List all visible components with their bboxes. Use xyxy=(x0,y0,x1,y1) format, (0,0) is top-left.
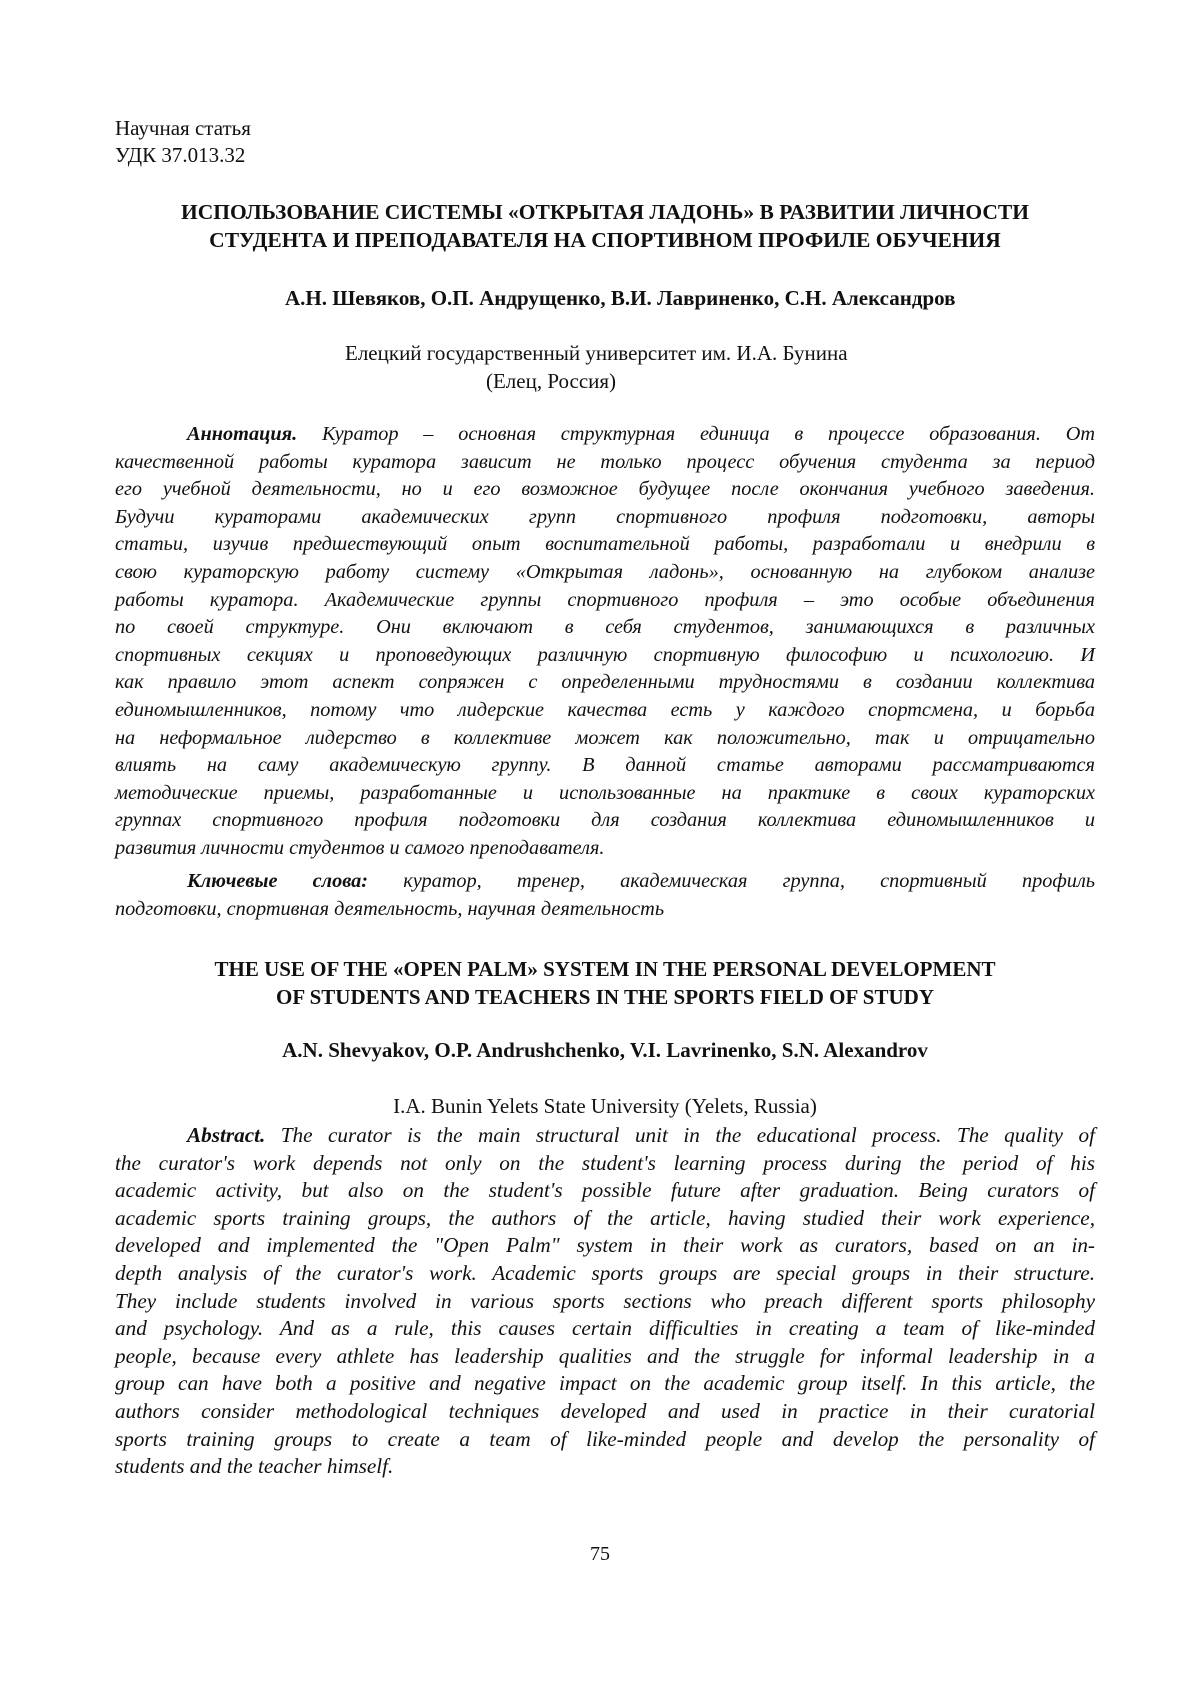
abstract-english-line: students and the teacher himself. xyxy=(115,1453,1095,1481)
abstract-english-line: group can have both a positive and negative impact on the academic group itself. In this article, the xyxy=(115,1370,1095,1398)
abstract-english-line: academic sports training groups, the authors of the article, having studied their work experience, xyxy=(115,1205,1095,1233)
abstract-russian-line: качественной работы куратора зависит не только процесс обучения студента за период xyxy=(115,449,1095,477)
page-number: 75 xyxy=(0,1543,1200,1566)
abstract-russian-line: Аннотация. Куратор – основная структурная единица в процессе образования. От xyxy=(115,421,1095,449)
keywords-russian xyxy=(115,868,1095,923)
abstract-russian-line: единомышленников, потому что лидерские качества есть у каждого спортсмена, и борьба xyxy=(115,697,1095,725)
affiliation-russian xyxy=(345,339,757,395)
abstract-russian-line: его учебной деятельности, но и его возможное будущее после окончания учебного заведения. xyxy=(115,476,1095,504)
abstract-russian-line: влиять на саму академическую группу. В данной статье авторами рассматриваются xyxy=(115,752,1095,780)
abstract-english-line: authors consider methodological techniques developed and used in practice in their curatorial xyxy=(115,1398,1095,1426)
udc-code: УДК 37.013.32 xyxy=(115,142,251,169)
abstract-russian xyxy=(115,421,1095,863)
abstract-russian-line: работы куратора. Академические группы спортивного профиля – это особые объединения xyxy=(115,587,1095,615)
title-english xyxy=(115,955,1095,1011)
abstract-english-line: academic activity, but also on the student's possible future after graduation. Being curators of xyxy=(115,1177,1095,1205)
abstract-english-line: Abstract. The curator is the main structural unit in the educational process. The quality of xyxy=(115,1122,1095,1150)
article-page xyxy=(0,0,1200,1697)
abstract-english-line: depth analysis of the curator's work. Academic sports groups are special groups in their structure. xyxy=(115,1260,1095,1288)
abstract-russian-line: по своей структуре. Они включают в себя студентов, занимающихся в различных xyxy=(115,614,1095,642)
keywords-russian-line: подготовки, спортивная деятельность, научная деятельность xyxy=(115,896,1095,924)
article-type: Научная статья xyxy=(115,115,251,142)
abstract-english-label: Abstract. xyxy=(187,1123,265,1147)
abstract-english-line: sports training groups to create a team of like-minded people and develop the personality of xyxy=(115,1426,1095,1454)
abstract-english-line: and psychology. And as a rule, this causes certain difficulties in creating a team of like-minded xyxy=(115,1315,1095,1343)
title-russian-line-2: СТУДЕНТА И ПРЕПОДАВАТЕЛЯ НА СПОРТИВНОМ ПРОФИЛЕ ОБУЧЕНИЯ xyxy=(115,226,1095,254)
abstract-english xyxy=(115,1122,1095,1481)
abstract-russian-line: как правило этот аспект сопряжен с определенными трудностями в создании коллектива xyxy=(115,669,1095,697)
abstract-russian-line: развития личности студентов и самого преподавателя. xyxy=(115,835,1095,863)
abstract-russian-line: Будучи кураторами академических групп спортивного профиля подготовки, авторы xyxy=(115,504,1095,532)
abstract-russian-label: Аннотация. xyxy=(187,423,297,445)
abstract-russian-line: методические приемы, разработанные и использованные на практике в своих кураторских xyxy=(115,780,1095,808)
keywords-russian-line: Ключевые слова: куратор, тренер, академическая группа, спортивный профиль xyxy=(115,868,1095,896)
abstract-russian-line: спортивных секциях и проповедующих различную спортивную философию и психологию. И xyxy=(115,642,1095,670)
abstract-russian-line: на неформальное лидерство в коллективе может как положительно, так и отрицательно xyxy=(115,725,1095,753)
abstract-english-line: the curator's work depends not only on the student's learning process during the period of his xyxy=(115,1150,1095,1178)
title-russian-line-1: ИСПОЛЬЗОВАНИЕ СИСТЕМЫ «ОТКРЫТАЯ ЛАДОНЬ» В РАЗВИТИИ ЛИЧНОСТИ xyxy=(115,198,1095,226)
abstract-english-line: developed and implemented the "Open Palm" system in their work as curators, based on an in- xyxy=(115,1232,1095,1260)
authors-english: A.N. Shevyakov, O.P. Andrushchenko, V.I. Lavrinenko, S.N. Alexandrov xyxy=(115,1036,1095,1064)
abstract-russian-line: статьи, изучив предшествующий опыт воспитательной работы, разработали и внедрили в xyxy=(115,531,1095,559)
abstract-english-line: people, because every athlete has leadership qualities and the struggle for informal leadership in a xyxy=(115,1343,1095,1371)
title-english-line-2: OF STUDENTS AND TEACHERS IN THE SPORTS FIELD OF STUDY xyxy=(115,983,1095,1011)
title-russian xyxy=(115,198,1095,254)
affiliation-russian-line-1: Елецкий государственный университет им. И.А. Бунина xyxy=(345,339,757,367)
abstract-english-line: They include students involved in various sports sections who preach different sports philosophy xyxy=(115,1288,1095,1316)
abstract-russian-line: группах спортивного профиля подготовки для создания коллектива единомышленников и xyxy=(115,807,1095,835)
authors-russian: А.Н. Шевяков, О.П. Андрущенко, В.И. Лавриненко, С.Н. Александров xyxy=(115,284,1095,312)
affiliation-russian-line-2: (Елец, Россия) xyxy=(345,367,757,395)
affiliation-english: I.A. Bunin Yelets State University (Yelets, Russia) xyxy=(115,1092,1095,1120)
keywords-russian-label: Ключевые слова: xyxy=(187,870,368,892)
article-meta xyxy=(115,115,251,169)
title-english-line-1: THE USE OF THE «OPEN PALM» SYSTEM IN THE PERSONAL DEVELOPMENT xyxy=(115,955,1095,983)
abstract-russian-line: свою кураторскую работу систему «Открытая ладонь», основанную на глубоком анализе xyxy=(115,559,1095,587)
